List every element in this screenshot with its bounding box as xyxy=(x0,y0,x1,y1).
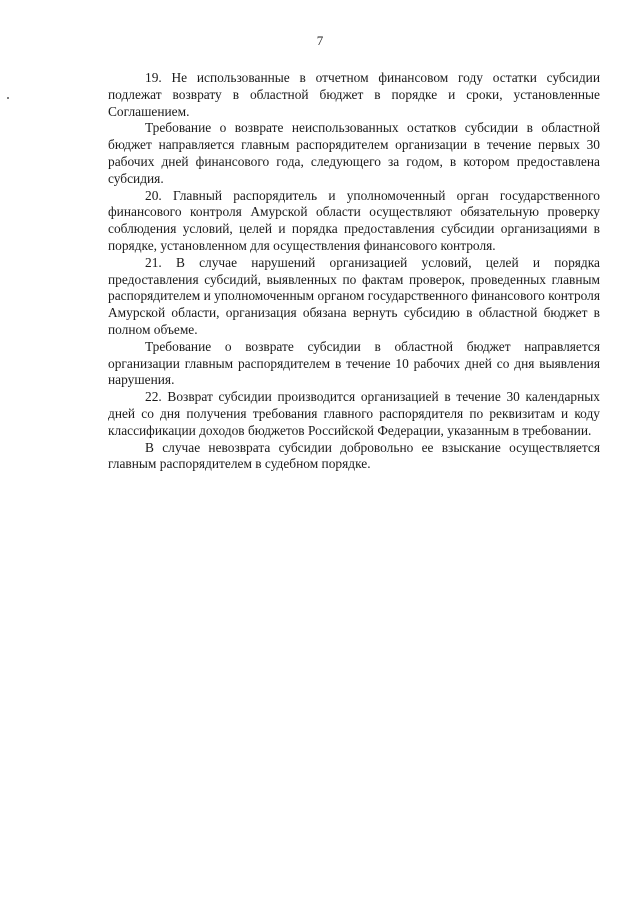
page-number: 7 xyxy=(316,33,324,48)
paragraph-22: 22. Возврат субсидии производится организацией в течение 30 календарных дней со дня получения требования главного распорядителя по реквизитам и коду классификации доходов бюджетов Российской Федерации, указанным в требовании. xyxy=(108,389,600,438)
paragraph-20: 20. Главный распорядитель и уполномоченный орган государственного финансового контроля Амурской области осуществляют обязательную проверку соблюдения условий, целей и порядка предоставления субсидии организациями в порядке, установленном для осуществления финансового контроля. xyxy=(108,187,600,253)
paragraph-21-requirement: Требование о возврате субсидии в областной бюджет направляется организации главным распорядителем в течение 10 рабочих дней со дня выявления нарушения. xyxy=(108,338,600,388)
scan-speck xyxy=(7,97,9,99)
document-body xyxy=(108,70,600,473)
paragraph-22-enforcement: В случае невозврата субсидии добровольно ее взыскание осуществляется главным распорядителем в судебном порядке. xyxy=(108,439,600,472)
paragraph-21: 21. В случае нарушений организацией условий, целей и порядка предоставления субсидий, выявленных по фактам проверок, проведенных главным распорядителем и уполномоченным органом государственного финансового контроля Амурской области, организация обязана вернуть субсидию в областной бюджет в полном объеме. xyxy=(108,254,600,337)
paragraph-19-requirement: Требование о возврате неиспользованных остатков субсидии в областной бюджет направляется главным распорядителем организации в течение первых 30 рабочих дней финансового года, следующего за годом, в котором предоставлена субсидия. xyxy=(108,120,600,186)
paragraph-19: 19. Не использованные в отчетном финансовом году остатки субсидии подлежат возврату в областной бюджет в порядке и сроки, установленные Соглашением. xyxy=(108,70,600,119)
